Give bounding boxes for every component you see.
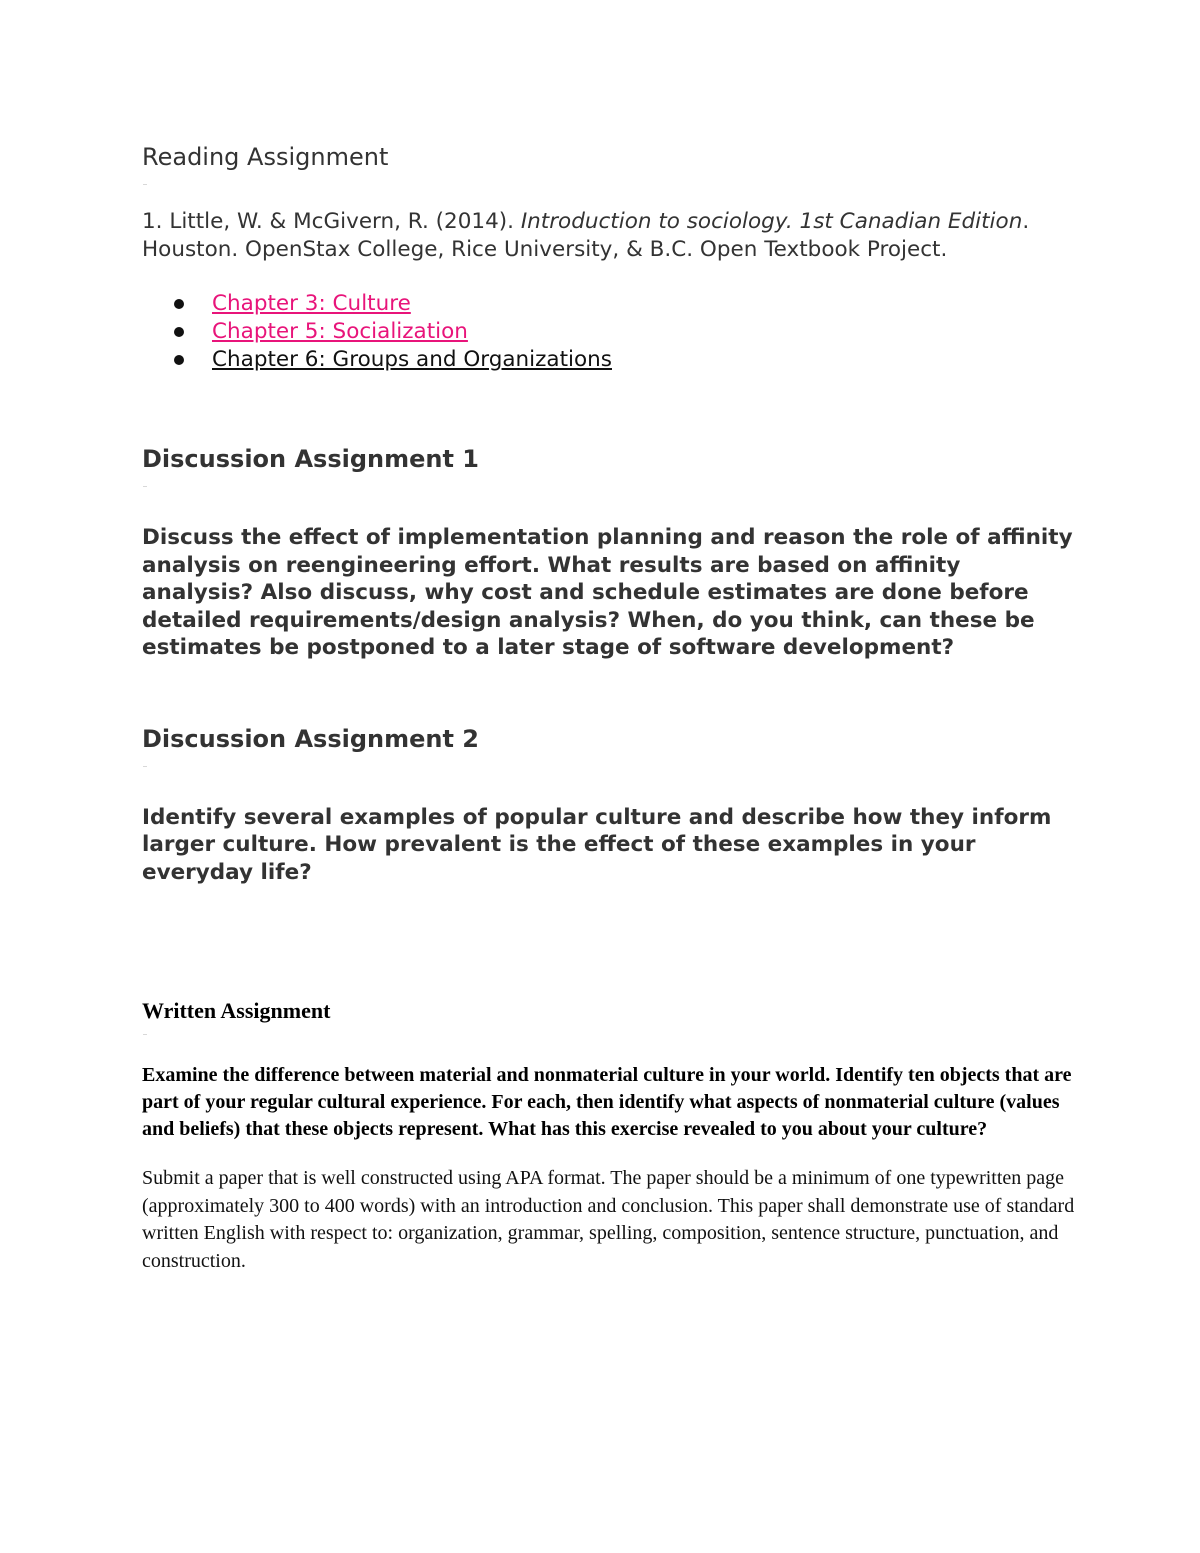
reference-authors: 1. Little, W. & McGivern, R. (2014). [142,209,521,234]
chapter-5-link[interactable]: Chapter 5: Socialization [212,319,468,344]
chapter-list [142,290,1077,374]
written-assignment-heading: Written Assignment [142,998,331,1023]
discussion-1-heading: Discussion Assignment 1 [142,445,480,473]
list-item [142,290,1077,318]
spacer [142,478,1077,496]
spacer [142,758,1077,776]
chapter-6-link[interactable]: Chapter 6: Groups and Organizations [212,347,612,372]
chapter-3-link[interactable]: Chapter 3: Culture [212,291,411,316]
bullet-icon [174,355,184,365]
list-item [142,346,1077,374]
list-item [142,318,1077,346]
reference-title: Introduction to sociology. 1st Canadian Edition [520,209,1023,234]
written-assignment-question: Examine the difference between material and nonmaterial culture in your world. Identify ten objects that are part of your regular cultural experience. For each, then identify what aspects of nonmaterial culture (values and beliefs) that these objects represent. What has this exercise revealed to you about your culture? [142,1064,1072,1140]
written-assignment-instructions: Submit a paper that is well constructed using APA format. The paper should be a minimum of one typewritten page (approximately 300 to 400 words) with an introduction and conclusion. This paper shall demonstrate use of standard written English with respect to: organization, grammar, spelling, composition, sentence structure, punctuation, and construction. [142,1167,1075,1272]
bullet-icon [174,327,184,337]
document-page [142,138,1077,1275]
reference-publisher: . Houston. OpenStax College, Rice University, & B.C. Open Textbook Project. [142,209,1030,262]
spacer [142,176,1077,194]
textbook-reference [142,208,1077,264]
discussion-2-question: Identify several examples of popular culture and describe how they inform larger culture. How prevalent is the effect of these examples in your everyday life? [142,804,1052,885]
reading-assignment-heading: Reading Assignment [142,143,389,171]
bullet-icon [174,299,184,309]
spacer [142,1026,1077,1044]
discussion-1-question: Discuss the effect of implementation planning and reason the role of affinity analysis on reengineering effort. What results are based on affinity analysis? Also discuss, why cost and schedule estimates are done before detailed requirements/design analysis? When, do you think, can these be estimates be postponed to a later stage of software development? [142,525,1073,660]
discussion-2-heading: Discussion Assignment 2 [142,724,480,753]
